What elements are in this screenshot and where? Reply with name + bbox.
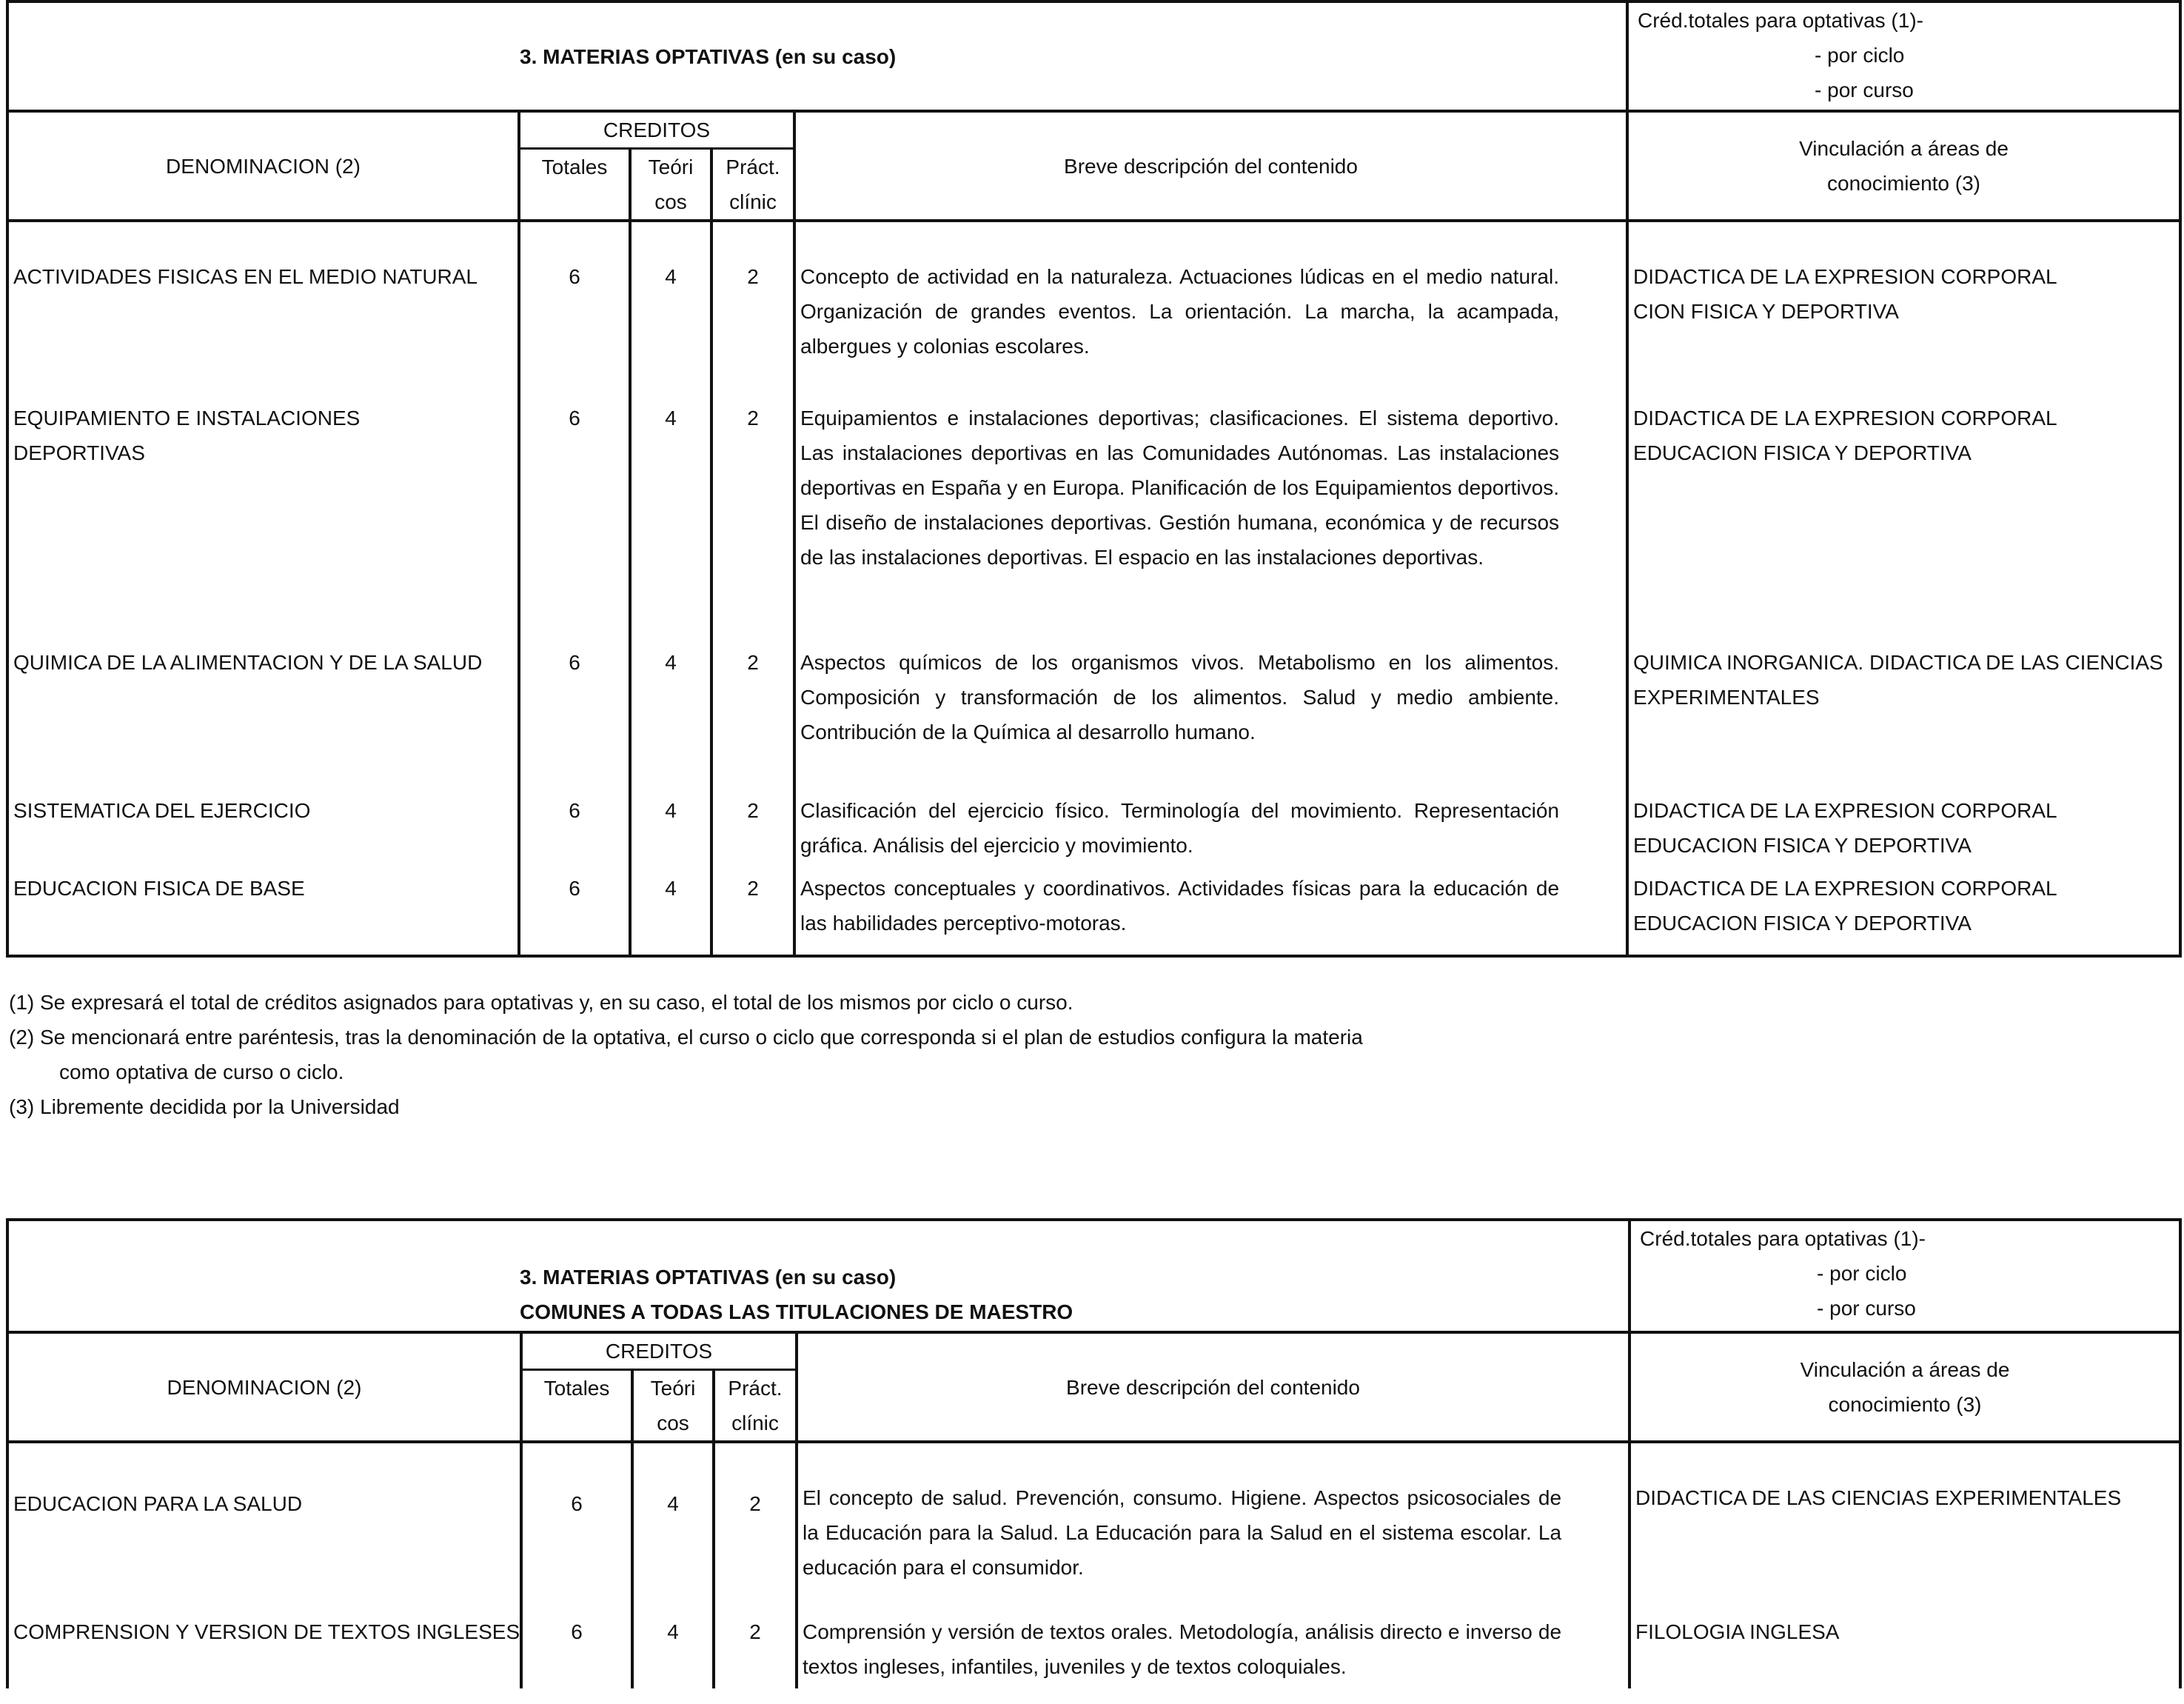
row-practicos: 2 [711,221,794,364]
row-descripcion: Aspectos conceptuales y coordinativos. Actividades físicas para la educación de las habilidades perceptivo-motoras. [794,863,1627,956]
footnote-3: (3) Libremente decidida por la Universidad [9,1095,400,1118]
row-denominacion: COMPRENSION Y VERSION DE TEXTOS INGLESES [13,1620,520,1643]
header-creditos: CREDITOS [519,111,794,149]
por-curso-label: - por curso [1817,1297,1916,1320]
creditos-totales-box [1629,1220,2180,1332]
table-row [7,1585,2180,1688]
row-teoricos: 4 [630,756,711,863]
header-vinculacion-line1: Vinculación a áreas de [1800,1358,2010,1381]
header-totales: Totales [519,149,630,221]
row-totales: 6 [521,1585,632,1688]
row-practicos: 2 [714,1585,797,1688]
row-denominacion: EDUCACION PARA LA SALUD [13,1492,303,1515]
header-practicos-line2: clínic [729,190,777,213]
row-vinculacion: DIDACTICA DE LA EXPRESION CORPORAL CION FISICA Y DEPORTIVA [1627,221,2180,364]
row-denominacion: EDUCACION FISICA DE BASE [13,877,305,900]
header-denominacion: DENOMINACION (2) [7,1332,521,1442]
table-row [7,1442,2180,1585]
row-teoricos: 4 [632,1585,714,1688]
por-ciclo-label: - por ciclo [1817,1262,1907,1285]
table-title-line2: COMUNES A TODAS LAS TITULACIONES DE MAESTRO [520,1300,1073,1323]
creditos-totales-label: Créd.totales para optativas (1)- [1640,1227,1926,1250]
header-practicos-line1: Práct. [728,1377,783,1400]
row-vinculacion: DIDACTICA DE LA EXPRESION CORPORAL EDUCACION FISICA Y DEPORTIVA [1627,364,2180,608]
table-row [7,221,2180,364]
header-practicos [711,149,794,221]
row-teoricos: 4 [630,608,711,756]
creditos-totales-box [1627,1,2180,111]
header-teoricos-line1: Teóri [650,1377,696,1400]
row-descripcion: Aspectos químicos de los organismos vivos. Metabolismo en los alimentos. Composición y transformación de los alimentos. Salud y medio ambiente. Contribución de la Química al desarrollo humano. [794,608,1627,756]
table-row [7,364,2180,608]
row-descripcion: Concepto de actividad en la naturaleza. Actuaciones lúdicas en el medio natural. Organización de grandes eventos. La orientación. La marcha, la acampada, albergues y colonias escolares. [794,221,1627,364]
row-teoricos: 4 [632,1442,714,1585]
header-teoricos [630,149,711,221]
footnote-2-continuation: como optativa de curso o ciclo. [59,1060,344,1083]
row-practicos: 2 [711,863,794,956]
header-practicos-line2: clínic [731,1411,779,1434]
table-title-line1: 3. MATERIAS OPTATIVAS (en su caso) [520,1266,897,1289]
row-denominacion: EQUIPAMIENTO E INSTALACIONES DEPORTIVAS [13,407,361,464]
header-teoricos-line1: Teóri [648,156,694,178]
row-denominacion: SISTEMATICA DEL EJERCICIO [13,799,311,822]
table-row [7,756,2180,863]
table-title [7,1220,1629,1332]
header-totales: Totales [521,1370,632,1443]
row-descripcion: Clasificación del ejercicio físico. Terminología del movimiento. Representación gráfica. Análisis del ejercicio y movimiento. [794,756,1627,863]
header-teoricos-line2: cos [657,1411,689,1434]
por-curso-label: - por curso [1815,78,1914,101]
header-teoricos-line2: cos [654,190,687,213]
row-teoricos: 4 [630,221,711,364]
row-denominacion: QUIMICA DE LA ALIMENTACION Y DE LA SALUD [13,651,483,674]
header-creditos: CREDITOS [521,1332,797,1370]
row-vinculacion: DIDACTICA DE LAS CIENCIAS EXPERIMENTALES [1629,1442,2180,1585]
header-teoricos [632,1370,714,1443]
row-practicos: 2 [711,364,794,608]
header-vinculacion-line2: conocimiento (3) [1828,1393,1982,1416]
row-descripcion: El concepto de salud. Prevención, consumo. Higiene. Aspectos psicosociales de la Educación para la Salud. La Educación para la Salud en el sistema escolar. La educación para el consumidor. [797,1442,1629,1585]
optativas-table [6,0,2182,958]
footnote-2: (2) Se mencionará entre paréntesis, tras la denominación de la optativa, el curso o ciclo que corresponda si el plan de estudios configura la materia [9,1026,1363,1049]
row-totales: 6 [519,221,630,364]
por-ciclo-label: - por ciclo [1815,44,1905,67]
row-descripcion: Equipamientos e instalaciones deportivas; clasificaciones. El sistema deportivo. Las instalaciones deportivas en las Comunidades Autónomas. Las instalaciones deportivas en España y en Europa. Planificación de los Equipamientos deportivos. El diseño de instalaciones deportivas. Gestión humana, económica y de recursos de las instalaciones deportivas. El espacio en las instalaciones deportivas. [794,364,1627,608]
row-totales: 6 [519,863,630,956]
row-denominacion: ACTIVIDADES FISICAS EN EL MEDIO NATURAL [13,265,478,288]
header-vinculacion-line2: conocimiento (3) [1827,172,1980,195]
header-practicos-line1: Práct. [726,156,780,178]
header-practicos [714,1370,797,1443]
row-vinculacion: FILOLOGIA INGLESA [1629,1585,2180,1688]
row-descripcion: Comprensión y versión de textos orales. Metodología, análisis directo e inverso de textos ingleses, infantiles, juveniles y de textos coloquiales. [797,1585,1629,1688]
row-totales: 6 [519,756,630,863]
header-vinculacion [1627,111,2180,221]
row-vinculacion: QUIMICA INORGANICA. DIDACTICA DE LAS CIENCIAS EXPERIMENTALES [1627,608,2180,756]
row-vinculacion: DIDACTICA DE LA EXPRESION CORPORAL EDUCACION FISICA Y DEPORTIVA [1627,756,2180,863]
row-practicos: 2 [711,756,794,863]
header-vinculacion [1629,1332,2180,1442]
row-practicos: 2 [714,1442,797,1585]
row-teoricos: 4 [630,863,711,956]
optativas-comunes-table [6,1218,2182,1688]
row-vinculacion: DIDACTICA DE LA EXPRESION CORPORAL EDUCACION FISICA Y DEPORTIVA [1627,863,2180,956]
header-descripcion: Breve descripción del contenido [797,1332,1629,1442]
table-row [7,608,2180,756]
row-totales: 6 [519,608,630,756]
row-totales: 6 [519,364,630,608]
header-vinculacion-line1: Vinculación a áreas de [1799,137,2009,160]
table-row [7,863,2180,956]
creditos-totales-label: Créd.totales para optativas (1)- [1638,9,1923,32]
table-title: 3. MATERIAS OPTATIVAS (en su caso) [7,1,1627,111]
header-denominacion: DENOMINACION (2) [7,111,519,221]
footnote-1: (1) Se expresará el total de créditos asignados para optativas y, en su caso, el total de los mismos por ciclo o curso. [9,991,1073,1014]
row-totales: 6 [521,1442,632,1585]
header-descripcion: Breve descripción del contenido [794,111,1627,221]
row-practicos: 2 [711,608,794,756]
row-teoricos: 4 [630,364,711,608]
